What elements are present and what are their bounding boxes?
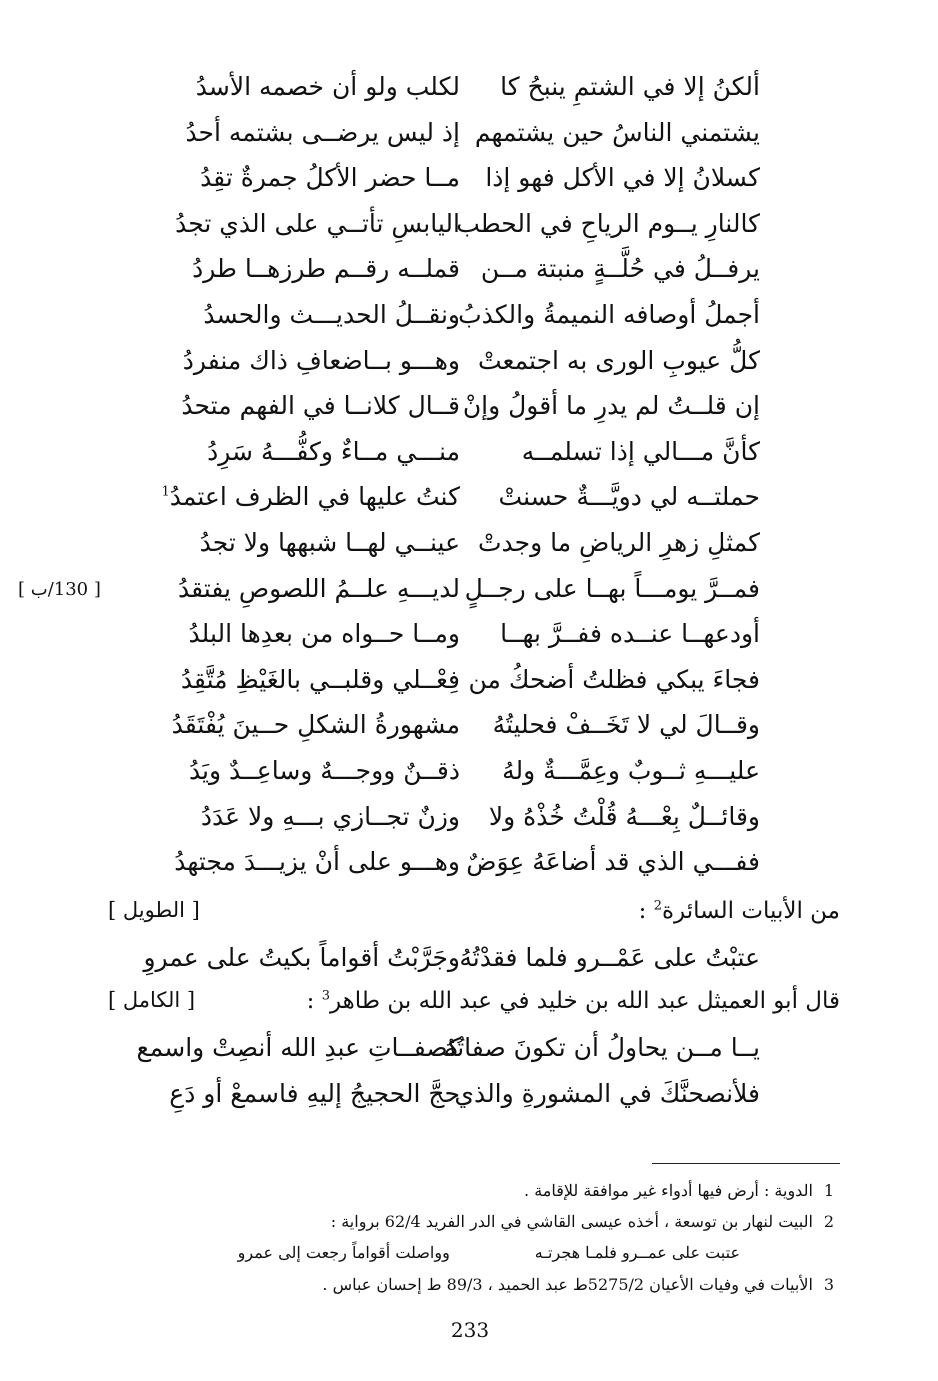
- verse-second-hemistich: كصفــاتِ عبدِ الله أنصِتْ واسمع: [136, 1033, 460, 1062]
- footnote-3: [200, 1272, 840, 1298]
- heading-text: من الأبيات السائرة: [661, 898, 840, 924]
- footnote-divider: [652, 1163, 840, 1164]
- footnote-verse-first-hemistich: عتبت على عمــرو فلمـا هجرتـه: [534, 1243, 740, 1262]
- verse-second-hemistich: مــا حضر الأكلُ جمرةٌ تقِدُ: [200, 163, 460, 193]
- verse-first-hemistich: يرفــلُ في حُلَّــةٍ منبتة مــن: [480, 254, 760, 284]
- verse-first-hemistich: ألكنُ إلا في الشتمِ ينبحُ كا: [500, 72, 760, 101]
- verse-first-hemistich: يــا مــن يحاولُ أن تكونَ صفاتُهُ: [443, 1033, 760, 1062]
- verse-second-hemistich: وهـــو بــاضعافِ ذاك منفردُ: [182, 345, 460, 375]
- verse-second-hemistich: قــال كلانــا في الفهم متحدُ: [181, 391, 460, 421]
- verse-first-hemistich: كالنارِ يــوم الرياحِ في الحطب: [456, 208, 760, 238]
- footnote-2-verse: [200, 1240, 740, 1266]
- footnote-marker: 1: [161, 485, 170, 501]
- heading-abu-al-umaythil: [307, 983, 840, 1019]
- heading-colon: :: [306, 988, 322, 1014]
- verse-second-hemistich: وهـــو على أنْ يزيـــدَ مجتهدُ: [174, 847, 460, 877]
- verse-first-hemistich: يشتمني الناسُ حين يشتمهم: [474, 117, 760, 147]
- footnote-text: الأبيات في وفيات الأعيان 5275/2ط عبد الحميد ، 89/3 ط إحسان عباس .: [322, 1275, 813, 1294]
- verse-second-hemistich: ومــا حــواه من بعدِها البلدُ: [188, 619, 460, 649]
- verse-first-hemistich: أجملُ أوصافه النميمةُ والكذبُ: [458, 300, 760, 329]
- footnote-text: البيت لنهار بن توسعة ، أخذه عيسى القاشي في الدر الفريد 62/4 برواية :: [330, 1212, 813, 1231]
- verse-first-hemistich: كأنَّ مـــالي إذا تسلمــه: [521, 436, 760, 466]
- verse-second-hemistich: قملــه رقــم طرزهــا طردُ: [192, 254, 460, 284]
- verse-second-hemistich: وزنٌ تجــازي بـــهِ ولا عَدَدُ: [200, 801, 460, 831]
- verse-first-hemistich: وقائــلٌ بِعْـــهُ قُلْتُ خُذْهُ ولا: [488, 801, 760, 831]
- verse-second-hemistich: كنتُ عليها في الظرف اعتمدُ$^1$: [161, 482, 460, 512]
- footnote-number: 3: [823, 1275, 835, 1294]
- verse-second-hemistich: لكلب ولو أن خصمه الأسدُ: [195, 72, 460, 101]
- meter-label-tawil: [ الطويل ]: [108, 898, 200, 922]
- margin-folio-reference: [ 130/ب ]: [18, 579, 101, 600]
- verse-second-hemistich: ذقــنٌ ووجـــهٌ وساعِــدٌ ويَدُ: [188, 756, 460, 785]
- footnote-text: الدوية : أرض فيها أدواء غير موافقة للإقامة .: [524, 1181, 813, 1200]
- verse-second-hemistich: ونقــلُ الحديـــث والحسدُ: [203, 300, 460, 329]
- verse-first-hemistich: ففـــي الذي قد أضاعَهُ عِوَضٌ: [466, 847, 760, 877]
- verse-second-hemistich: إذ ليس يرضــى بشتمه أحدُ: [185, 117, 460, 147]
- verse-first-hemistich: كسلانُ إلا في الأكل فهو إذا: [485, 163, 760, 193]
- heading-colon: :: [638, 898, 654, 924]
- verse-first-hemistich: فمــرَّ يومـــاً بهــا على رجــلٍ: [464, 573, 760, 603]
- verse-second-hemistich: وجَرَّبْتُ أقواماً بكيتُ على عمروِ: [143, 943, 460, 972]
- verse-first-hemistich: كمثلِ زهرِ الرياضِ ما وجدتْ: [477, 528, 760, 557]
- footnote-1: [200, 1178, 840, 1204]
- meter-label-kamil: [ الكامل ]: [108, 988, 196, 1012]
- verse-first-hemistich: حملتــه لي دويَّـــةٌ حسنتْ: [498, 482, 760, 512]
- footnote-number: 1: [823, 1181, 835, 1200]
- verse-first-hemistich: وقــالَ لي لا تَخَــفْ فحليتُهُ: [492, 710, 760, 740]
- verse-second-hemistich: حجَّ الحجيجُ إليهِ فاسمعْ أو دَعِ: [169, 1079, 460, 1108]
- heading-text: قال أبو العميثل عبد الله بن خليد في عبد الله بن طاهر: [329, 988, 840, 1014]
- page-number: 233: [450, 1318, 490, 1342]
- footnote-marker: 2: [653, 898, 662, 914]
- verse-second-hemistich: منـــي مــاءٌ وكفُّـــهُ سَرِدُ: [207, 436, 460, 466]
- verse-first-hemistich: عليـــهِ ثــوبٌ وعِمَّـــةٌ ولهُ: [502, 756, 760, 785]
- verse-first-hemistich: عتبْتُ على عَمْــرو فلما فقدْتُهُ: [459, 943, 760, 972]
- verse-first-hemistich: فجاءَ يبكي فظلتُ أضحكُ من: [468, 664, 760, 694]
- footnote-verse-second-hemistich: وواصلت أقواماً رجعت إلى عمرو: [237, 1243, 450, 1262]
- verse-second-hemistich: اليابسِ تأتــي على الذي تجدُ: [175, 208, 460, 238]
- verse-first-hemistich: فلأنصحنَّكَ في المشورةِ والذي: [454, 1079, 760, 1108]
- footnote-marker: 3: [321, 988, 330, 1004]
- verse-second-hemistich: مشهورةُ الشكلِ حــينَ يُفْتَقَدُ: [171, 710, 460, 740]
- verse-first-hemistich: أودعهــا عنــده ففــرَّ بهــا: [500, 619, 760, 649]
- verse-second-hemistich: لديـــهِ علــمُ اللصوصِ يفتقدُ: [178, 573, 460, 603]
- heading-popular-verses: [639, 893, 840, 929]
- footnote-number: 2: [823, 1212, 835, 1231]
- verse-first-hemistich: كلُّ عيوبِ الورى به اجتمعتْ: [477, 345, 760, 375]
- footnote-2: [200, 1209, 840, 1235]
- verse-second-hemistich: عينــي لهــا شبهها ولا تجدُ: [199, 528, 460, 557]
- verse-second-hemistich: فِعْــلي وقلبــي بالغَيْظِ مُتَّقِدُ: [180, 664, 460, 694]
- verse-first-hemistich: إن قلــتُ لم يدرِ ما أقولُ وإنْ: [462, 391, 760, 421]
